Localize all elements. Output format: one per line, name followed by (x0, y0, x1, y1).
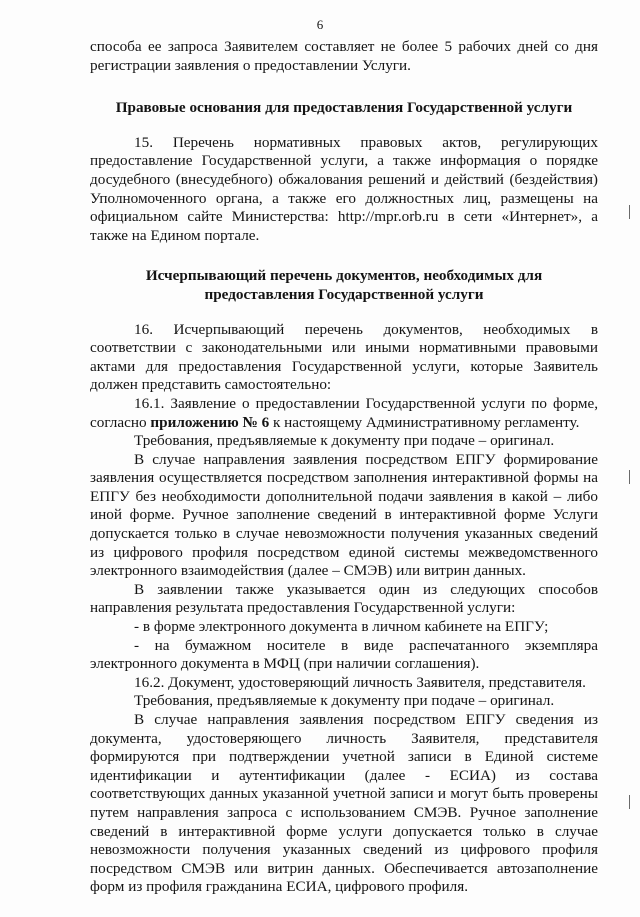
section-heading-legal-basis (90, 99, 598, 118)
requirements-paragraph: Требования, предъявляемые к документу при подаче – оригинал. (134, 432, 555, 450)
margin-mark (629, 470, 630, 484)
heading-line-2: предоставления Государственной услуги (204, 285, 484, 303)
delivery-method-item: - в форме электронного документа в личном кабинете на ЕПГУ; (134, 618, 549, 636)
paragraph-16-1-text: 16.1. Заявление о предоставлении Государственной услуги по форме, согласно (90, 394, 598, 431)
delivery-methods-paragraph: В заявлении также указывается один из следующих способов направления результата предоставления Государственной услуги: (90, 580, 598, 617)
epgu-identity-paragraph: В случае направления заявления посредством ЕПГУ сведения из документа, удостоверяющего личность Заявителя, представителя формируются при подтверждении учетной записи в Единой системе идентификации и аутентификации (далее - ЕСИА) из состава соответствующих данных указанной учетной записи и могут быть проверены путем направления запроса с использованием СМЭВ. Ручное заполнение сведений в интерактивной форме услуги допускается только в случае невозможности получения указанных сведений из цифрового профиля посредством СМЭВ или витрин данных. Обеспечивается автозаполнение форм из профиля гражданина ЕСИА, цифрового профиля. (90, 711, 598, 896)
paragraph-16-1 (90, 395, 598, 432)
paragraph-continuation: способа ее запроса Заявителем составляет не более 5 рабочих дней со дня регистрации заявления о предоставлении Услуги. (90, 38, 598, 74)
requirements-paragraph: Требования, предъявляемые к документу при подаче – оригинал. (134, 692, 555, 710)
appendix-reference: приложению № 6 (150, 413, 270, 431)
epgu-paragraph: В случае направления заявления посредством ЕПГУ формирование заявления осуществляется посредством заполнения интерактивной формы на ЕПГУ без необходимости дополнительной подачи заявления в какой – либо иной форме. Ручное заполнение сведений в интерактивной форме Услуги допускается только в случае невозможности получения указанных сведений из цифрового профиля посредством единой системы межведомственного электронного взаимодействия (далее – СМЭВ) или витрин данных. (90, 450, 598, 580)
paragraph-16: 16. Исчерпывающий перечень документов, необходимых в соответствии с законодательными или иными нормативными правовыми актами для предоставления Государственной услуги, которые Заявитель должен представить самостоятельно: (90, 320, 598, 394)
paragraph-16-2: 16.2. Документ, удостоверяющий личность Заявителя, представителя. (134, 673, 586, 691)
paragraph-15: 15. Перечень нормативных правовых актов, регулирующих предоставление Государственной услуги, а также информация о порядке досудебного (внесудебного) обжалования решений и действий (бездействия) Уполномоченного органа, а также его должностных лиц, размещены на официальном сайте Министерства: http://mpr.orb.ru в сети «Интернет», а также на Едином портале. (90, 133, 598, 244)
margin-mark (629, 795, 630, 809)
page-number: 6 (316, 17, 324, 32)
document-body (90, 38, 598, 897)
delivery-method-item: - на бумажном носителе в виде распечатанного экземпляра электронного документа в МФЦ (при наличии соглашения). (90, 636, 598, 673)
heading-text: Правовые основания для предоставления Государственной услуги (115, 99, 573, 117)
section-heading-documents (90, 267, 598, 304)
heading-line-1: Исчерпывающий перечень документов, необходимых для (145, 267, 543, 285)
margin-mark (629, 205, 630, 219)
paragraph-16-1-end: к настоящему Административному регламенту. (269, 413, 580, 431)
